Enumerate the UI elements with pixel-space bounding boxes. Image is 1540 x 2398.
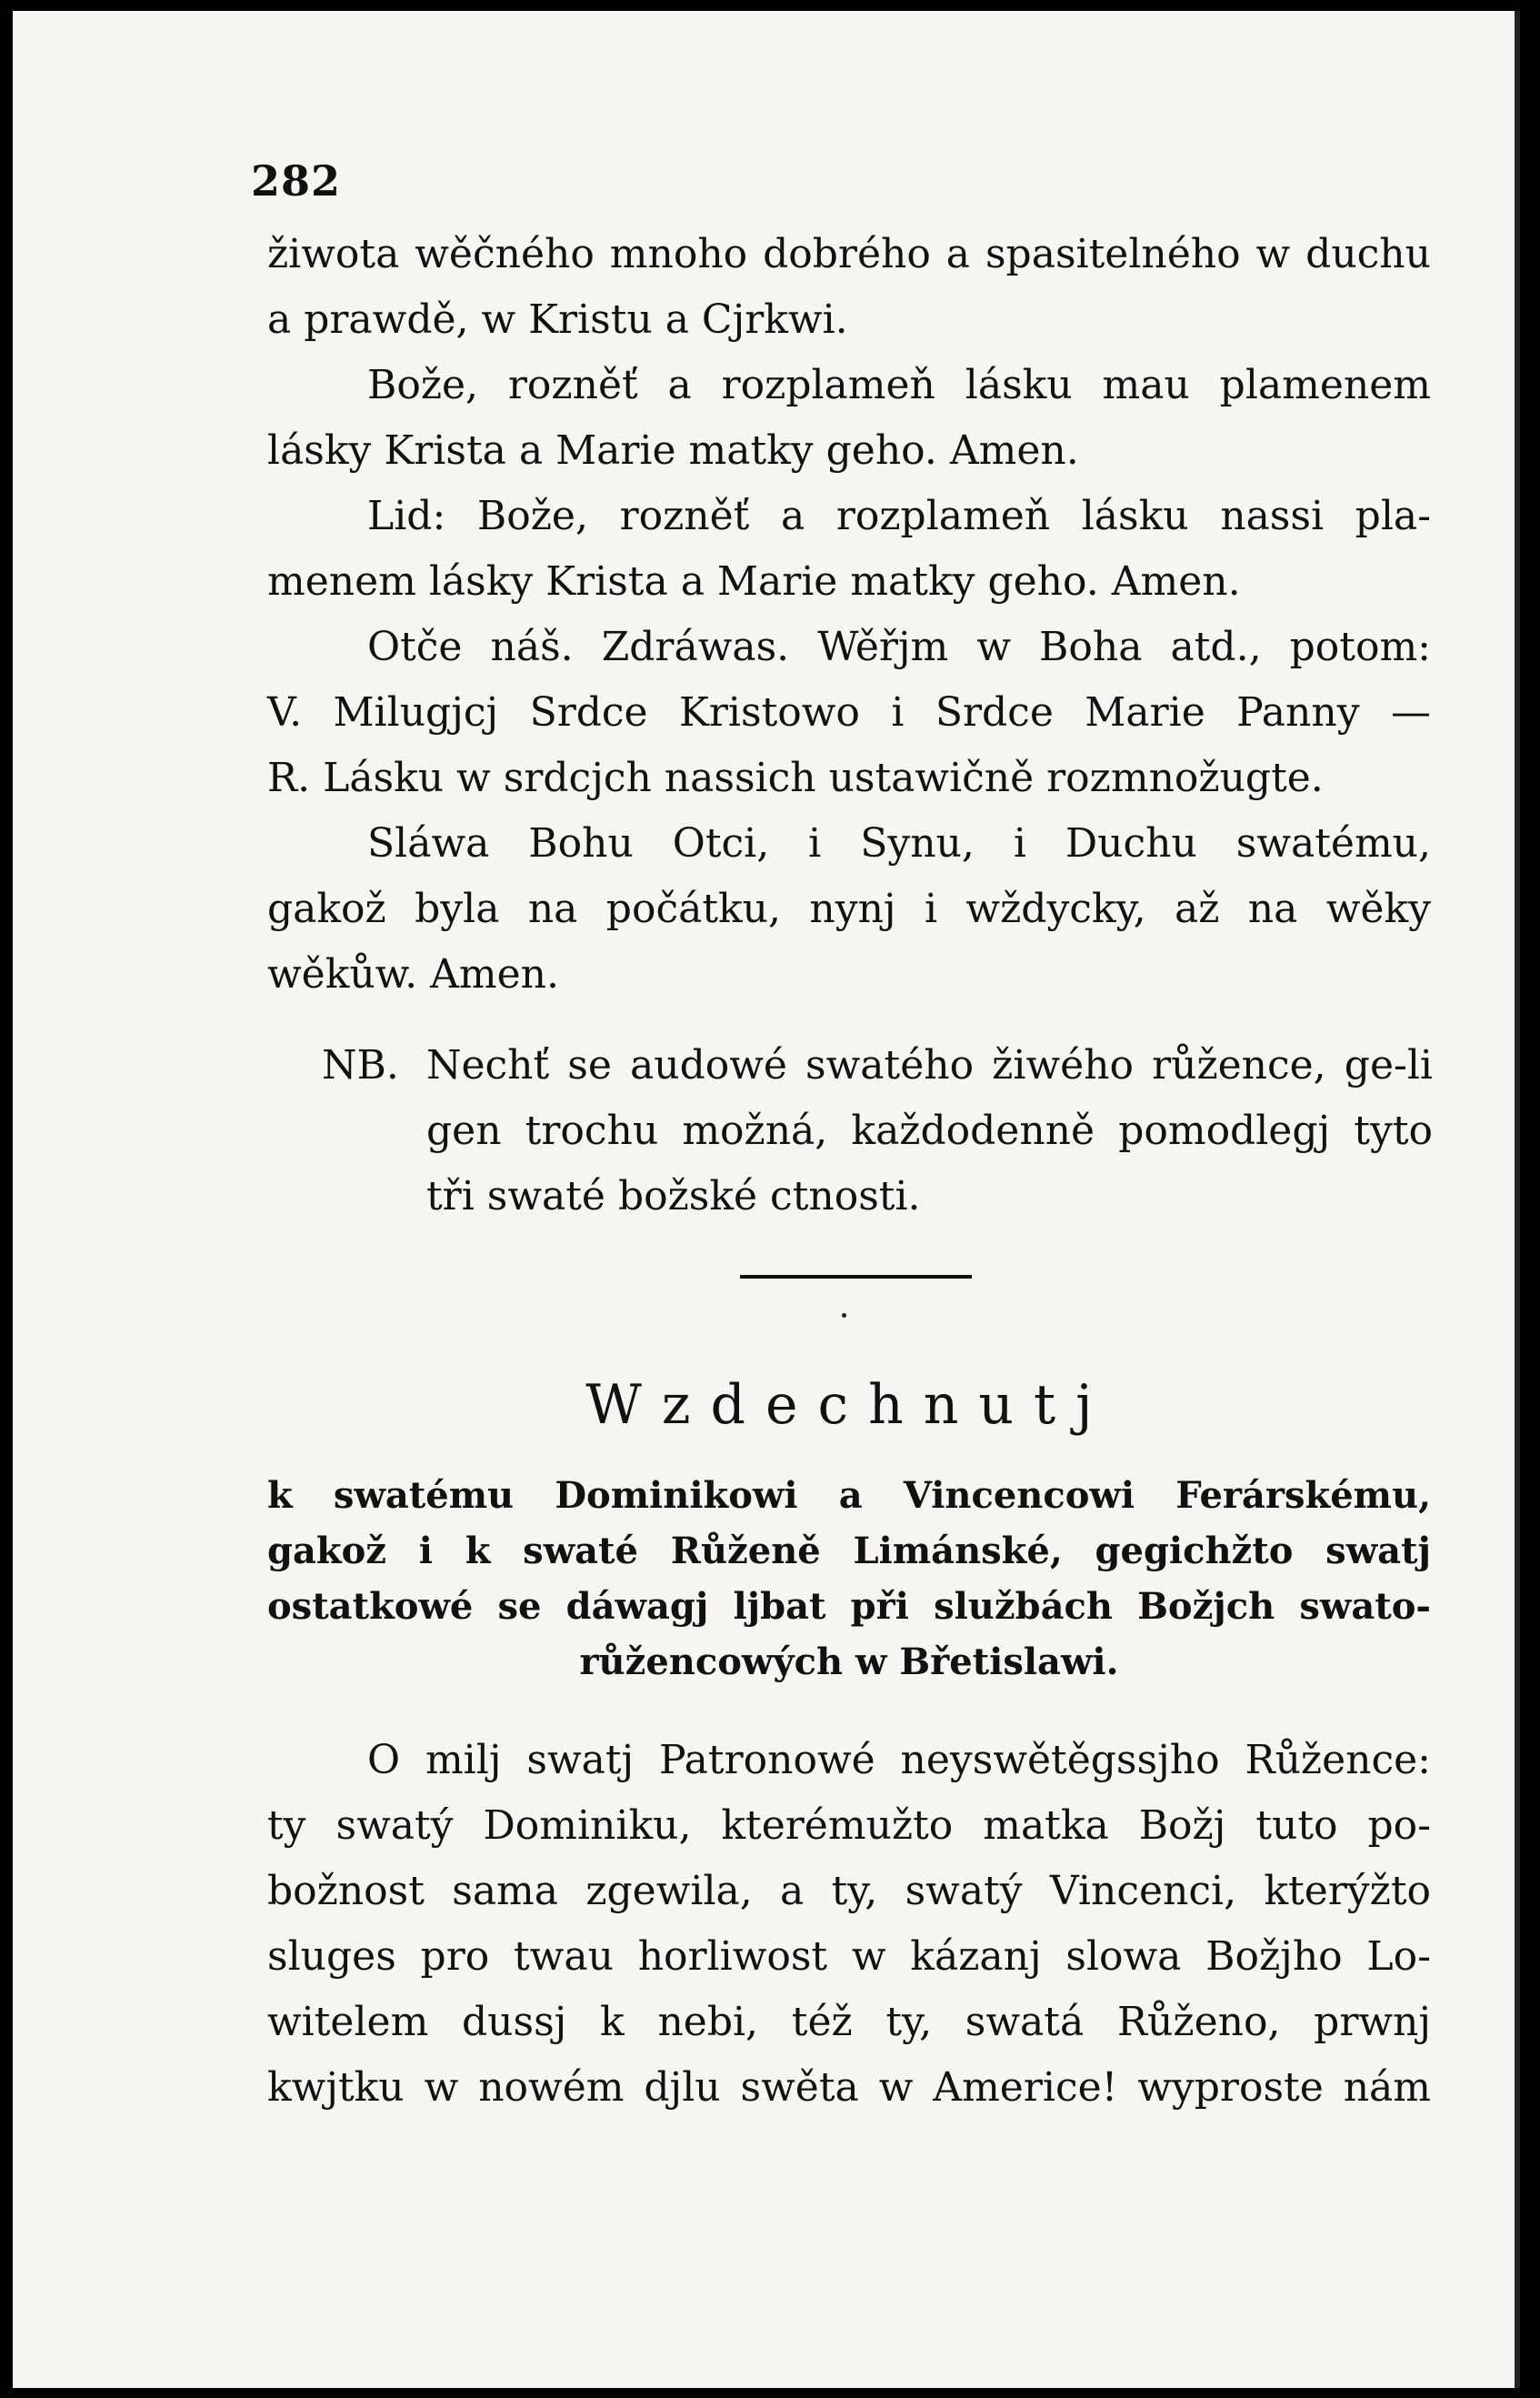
text-line: R. Lásku w srdcjch nassich ustawičně rozmnožugte.	[267, 755, 1324, 801]
text-line: žiwota wěčného mnoho dobrého a spasitelného w duchu	[267, 231, 1431, 277]
text-line: Nechť se audowé swatého žiwého růžence, ge-li	[426, 1042, 1433, 1089]
text-line: O milj swatj Patronowé neyswětěgssjho Růžence:	[367, 1737, 1431, 1783]
subtitle-line: ostatkowé se dáwagj ljbat při službách Božjch swato-	[267, 1585, 1431, 1628]
section-subtitle	[267, 1468, 1431, 1690]
subtitle-line: růžencowých w Břetislawi.	[579, 1640, 1119, 1683]
text-line: božnost sama zgewila, a ty, swatý Vincenci, kterýžto	[267, 1868, 1431, 1914]
prayer-text	[267, 1728, 1431, 2121]
text-line: V. Milugjcj Srdce Kristowo i Srdce Marie Panny —	[267, 689, 1431, 736]
text-line: kwjtku w nowém djlu swěta w Americe! wyproste nám	[267, 2064, 1431, 2111]
text-line: Otče náš. Zdráwas. Wěřjm w Boha atd., potom:	[367, 624, 1431, 670]
text-line: Lid: Bože, rozněť a rozplameň lásku nassi pla-	[367, 493, 1431, 539]
text-line: gen trochu možná, každodenně pomodlegj tyto	[426, 1108, 1433, 1154]
page-number: 282	[251, 156, 342, 206]
nb-label: NB.	[322, 1042, 399, 1089]
text-line: menem lásky Krista a Marie matky geho. Amen.	[267, 558, 1241, 605]
text-line: witelem dussj k nebi, též ty, swatá Růženo, prwnj	[267, 1999, 1431, 2045]
text-line: a prawdě, w Kristu a Cjrkwi.	[267, 296, 848, 343]
text-line: tři swaté božské ctnosti.	[426, 1173, 921, 1219]
text-line: lásky Krista a Marie matky geho. Amen.	[267, 427, 1079, 474]
nb-body	[426, 1033, 1433, 1229]
book-page	[13, 11, 1520, 2388]
subtitle-line: k swatému Dominikowi a Vincencowi Ferárskému,	[267, 1474, 1431, 1517]
text-line: sluges pro twau horliwost w kázanj slowa Božjho Lo-	[267, 1933, 1431, 1980]
main-text	[267, 222, 1431, 1008]
text-line: wěkůw. Amen.	[267, 951, 559, 998]
text-line: gakož byla na počátku, nynj i wždycky, až na wěky	[267, 886, 1431, 932]
text-line: ty swatý Dominiku, kterémužto matka Božj tuto po-	[267, 1802, 1431, 1849]
print-speck	[842, 1313, 846, 1318]
text-line: Sláwa Bohu Otci, i Synu, i Duchu swatému,	[367, 820, 1431, 867]
section-divider	[740, 1275, 972, 1279]
page-edge	[1515, 11, 1520, 2388]
text-line: Bože, rozněť a rozplameň lásku mau plamenem	[367, 362, 1431, 408]
section-title: Wzdechnutj	[585, 1373, 1113, 1437]
subtitle-line: gakož i k swaté Růženě Limánské, gegichžto swatj	[267, 1530, 1431, 1572]
